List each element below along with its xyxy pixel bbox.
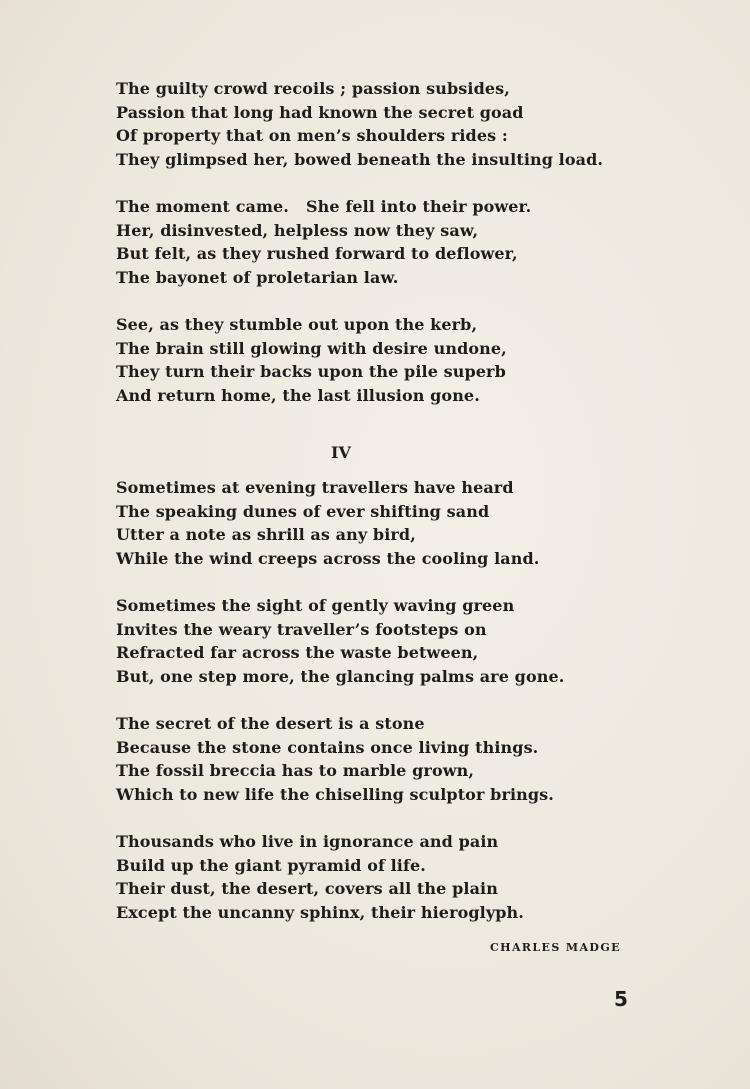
stanza: [116, 712, 636, 806]
poem-line: Thousands who live in ignorance and pain: [116, 832, 499, 851]
poem-line: Refracted far across the waste between,: [116, 643, 479, 662]
poem: [116, 77, 636, 924]
author-signature: CHARLES MADGE: [490, 941, 621, 954]
poem-line: Which to new life the chiselling sculptor brings.: [116, 784, 554, 804]
stanza: [116, 313, 636, 407]
section-heading: IV: [331, 443, 351, 462]
poem-line: The secret of the desert is a stone: [116, 714, 425, 733]
poem-line: The fossil breccia has to marble grown,: [116, 761, 475, 780]
poem-line: While the wind creeps across the cooling land.: [116, 548, 540, 568]
page-number: 5: [614, 987, 628, 1011]
poem-line: Utter a note as shrill as any bird,: [116, 525, 416, 544]
stanza: [116, 830, 636, 924]
poem-line: The moment came. She fell into their power.: [116, 197, 532, 216]
poem-line: Their dust, the desert, covers all the plain: [116, 879, 498, 898]
poem-line: Sometimes the sight of gently waving green: [116, 596, 515, 615]
poem-line: And return home, the last illusion gone.: [116, 385, 480, 405]
stanza: [116, 195, 636, 289]
poem-line: The speaking dunes of ever shifting sand: [116, 501, 490, 521]
poem-line: Passion that long had known the secret goad: [116, 102, 524, 122]
poem-line: Invites the weary traveller’s footsteps on: [116, 619, 487, 639]
stanza: [116, 476, 636, 570]
poem-line: But felt, as they rushed forward to deflower,: [116, 244, 518, 263]
stanza: [116, 594, 636, 688]
poem-line: Her, disinvested, helpless now they saw,: [116, 220, 479, 240]
poem-line: Except the uncanny sphinx, their hieroglyph.: [116, 902, 524, 922]
poem-line: The bayonet of proletarian law.: [116, 267, 399, 287]
poem-line: But, one step more, the glancing palms are gone.: [116, 666, 565, 686]
poem-line: The guilty crowd recoils ; passion subsides,: [116, 79, 510, 98]
poem-line: Sometimes at evening travellers have heard: [116, 478, 514, 497]
poem-line: Build up the giant pyramid of life.: [116, 855, 426, 875]
poem-line: Because the stone contains once living things.: [116, 737, 539, 757]
poem-line: The brain still glowing with desire undone,: [116, 338, 507, 358]
poem-line: They turn their backs upon the pile superb: [116, 362, 506, 381]
poem-line: They glimpsed her, bowed beneath the insulting load.: [116, 149, 604, 169]
stanza: [116, 77, 636, 171]
poem-line: See, as they stumble out upon the kerb,: [116, 315, 478, 334]
poem-line: Of property that on men’s shoulders rides :: [116, 126, 508, 145]
